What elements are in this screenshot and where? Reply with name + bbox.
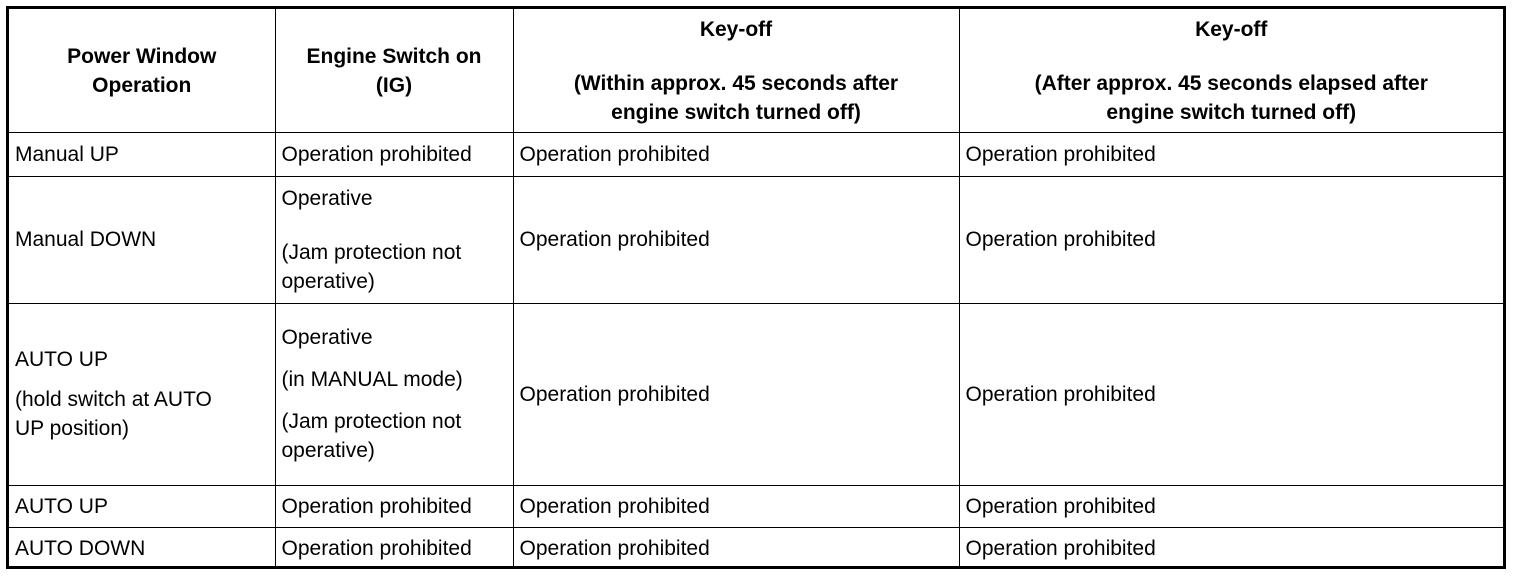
cell-key-off-within: Operation prohibited (513, 176, 959, 303)
table-row (9, 527, 1503, 569)
header-line: (IG) (375, 74, 413, 98)
header-line: Engine Switch on (306, 45, 482, 69)
cell-line: Operation prohibited (281, 494, 472, 518)
cell-line: (in MANUAL mode) (281, 368, 463, 391)
header-line: Power Window (67, 45, 217, 69)
header-title: Key-off (1195, 18, 1268, 42)
table-row (9, 485, 1503, 527)
cell-engine-switch (275, 303, 513, 485)
cell-line: Manual DOWN (15, 228, 157, 251)
cell-operation (9, 303, 275, 485)
cell-line: Operative (281, 186, 373, 210)
cell-line: Operation prohibited (281, 536, 472, 560)
table-header-row (9, 9, 1503, 132)
cell-line: AUTO DOWN (15, 536, 146, 560)
cell-engine-switch (275, 132, 513, 176)
cell-key-off-after: Operation prohibited (959, 176, 1503, 303)
header-key-off-within (513, 9, 959, 132)
cell-operation (9, 527, 275, 569)
header-engine-switch-on (275, 9, 513, 132)
cell-key-off-after: Operation prohibited (959, 527, 1503, 569)
header-note-line: engine switch turned off) (611, 101, 861, 125)
header-note-line: engine switch turned off) (1106, 101, 1357, 125)
power-window-table-frame (6, 6, 1506, 569)
cell-operation (9, 485, 275, 527)
cell-line: operative) (281, 439, 375, 462)
header-power-window-operation (9, 9, 275, 132)
cell-engine-switch (275, 176, 513, 303)
cell-key-off-within: Operation prohibited (513, 485, 959, 527)
header-title: Key-off (699, 18, 773, 42)
cell-key-off-within: Operation prohibited (513, 527, 959, 569)
cell-line: AUTO UP (15, 348, 108, 371)
header-line: Operation (92, 74, 192, 98)
cell-key-off-within: Operation prohibited (513, 303, 959, 485)
cell-line: operative) (281, 269, 375, 293)
header-note-line: (Within approx. 45 seconds after (573, 72, 899, 96)
table-row (9, 303, 1503, 485)
table-row (9, 176, 1503, 303)
header-key-off-after (959, 9, 1503, 132)
cell-line: UP position) (15, 417, 130, 440)
table-row (9, 132, 1503, 176)
cell-line: AUTO UP (15, 494, 108, 518)
cell-line: (hold switch at AUTO (15, 388, 212, 411)
header-note-line: (After approx. 45 seconds elapsed after (1034, 72, 1428, 96)
cell-line: Operation prohibited (281, 142, 472, 166)
cell-engine-switch (275, 527, 513, 569)
power-window-operation-table (9, 9, 1503, 569)
cell-line: Operative (281, 326, 373, 349)
cell-line: Manual UP (15, 142, 119, 166)
cell-line: (Jam protection not (281, 240, 462, 264)
cell-key-off-after: Operation prohibited (959, 485, 1503, 527)
cell-line: (Jam protection not (281, 410, 462, 433)
cell-key-off-after: Operation prohibited (959, 132, 1503, 176)
cell-operation (9, 176, 275, 303)
cell-key-off-after: Operation prohibited (959, 303, 1503, 485)
cell-operation (9, 132, 275, 176)
cell-key-off-within: Operation prohibited (513, 132, 959, 176)
cell-engine-switch (275, 485, 513, 527)
